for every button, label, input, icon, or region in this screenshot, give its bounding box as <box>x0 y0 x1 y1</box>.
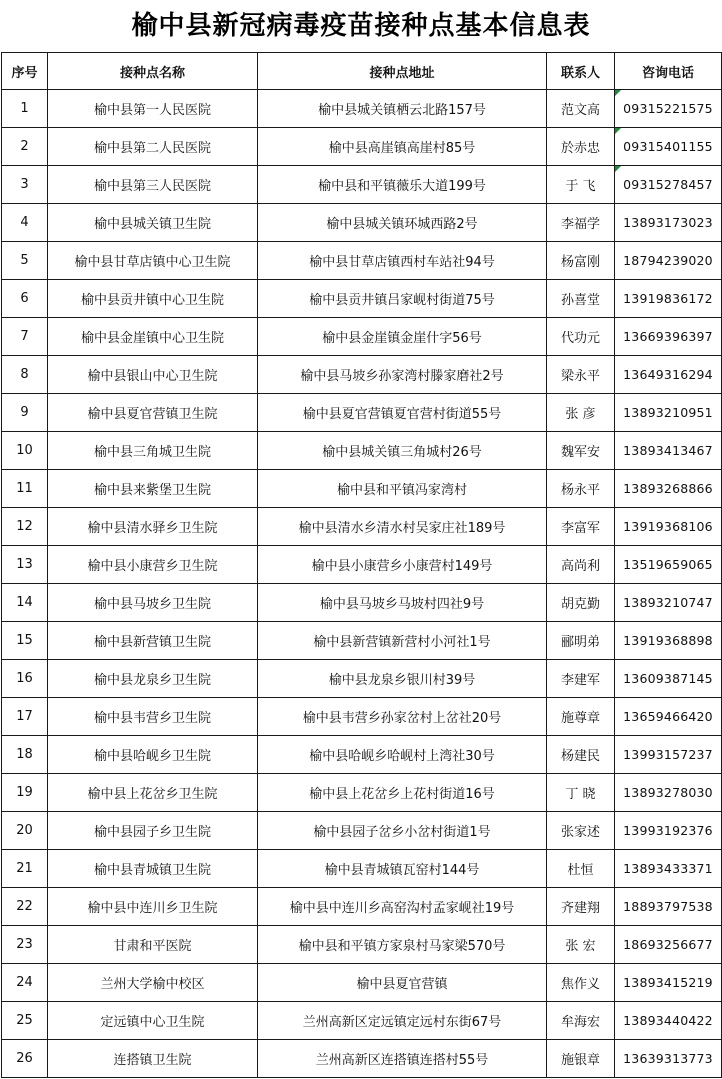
cell-contact-person[interactable]: 齐建翔 <box>547 888 615 926</box>
cell-site-name[interactable]: 榆中县青城镇卫生院 <box>48 850 258 888</box>
cell-contact-person[interactable]: 范文高 <box>547 90 615 128</box>
table-row <box>2 660 722 698</box>
cell-contact-person[interactable]: 丁 晓 <box>547 774 615 812</box>
cell-phone[interactable]: 13993192376 <box>615 812 722 850</box>
cell-no[interactable]: 20 <box>2 812 48 850</box>
cell-phone[interactable]: 09315278457 <box>615 166 722 204</box>
table-row <box>2 280 722 318</box>
table-row <box>2 812 722 850</box>
cell-phone[interactable]: 13893413467 <box>615 432 722 470</box>
table-row <box>2 432 722 470</box>
cell-contact-person[interactable]: 张 彦 <box>547 394 615 432</box>
cell-no[interactable]: 22 <box>2 888 48 926</box>
cell-site-address[interactable]: 榆中县贡井镇吕家岘村街道75号 <box>258 280 547 318</box>
cell-site-address[interactable]: 榆中县马坡乡孙家湾村滕家磨社2号 <box>258 356 547 394</box>
cell-no[interactable]: 17 <box>2 698 48 736</box>
cell-phone[interactable]: 13893268866 <box>615 470 722 508</box>
table-row <box>2 318 722 356</box>
cell-contact-person[interactable]: 梁永平 <box>547 356 615 394</box>
cell-site-name[interactable]: 榆中县中连川乡卫生院 <box>48 888 258 926</box>
cell-phone[interactable]: 18693256677 <box>615 926 722 964</box>
cell-site-name[interactable]: 榆中县新营镇卫生院 <box>48 622 258 660</box>
cell-contact-person[interactable]: 代功元 <box>547 318 615 356</box>
table-row <box>2 736 722 774</box>
table-row <box>2 166 722 204</box>
cell-phone[interactable]: 13893278030 <box>615 774 722 812</box>
cell-contact-person[interactable]: 张家述 <box>547 812 615 850</box>
table-row <box>2 242 722 280</box>
cell-site-address[interactable]: 榆中县甘草店镇西村车站社94号 <box>258 242 547 280</box>
cell-site-address[interactable]: 榆中县小康营乡小康营村149号 <box>258 546 547 584</box>
table-row <box>2 850 722 888</box>
cell-phone[interactable]: 18794239020 <box>615 242 722 280</box>
cell-site-address[interactable]: 榆中县韦营乡孙家岔村上岔社20号 <box>258 698 547 736</box>
cell-no[interactable]: 7 <box>2 318 48 356</box>
cell-no[interactable]: 11 <box>2 470 48 508</box>
cell-contact-person[interactable]: 杨建民 <box>547 736 615 774</box>
cell-site-address[interactable]: 榆中县新营镇新营村小河社1号 <box>258 622 547 660</box>
cell-phone[interactable]: 18893797538 <box>615 888 722 926</box>
table-row <box>2 356 722 394</box>
cell-no[interactable]: 8 <box>2 356 48 394</box>
cell-site-name[interactable]: 榆中县贡井镇中心卫生院 <box>48 280 258 318</box>
cell-phone[interactable]: 13893210951 <box>615 394 722 432</box>
cell-contact-person[interactable]: 李福学 <box>547 204 615 242</box>
table-row <box>2 622 722 660</box>
cell-site-address[interactable]: 榆中县城关镇栖云北路157号 <box>258 90 547 128</box>
cell-phone[interactable]: 13893173023 <box>615 204 722 242</box>
cell-site-address[interactable]: 兰州高新区定远镇定远村东街67号 <box>258 1002 547 1040</box>
cell-phone[interactable]: 13993157237 <box>615 736 722 774</box>
cell-site-name[interactable]: 榆中县第二人民医院 <box>48 128 258 166</box>
cell-contact-person[interactable]: 孙喜堂 <box>547 280 615 318</box>
cell-site-name[interactable]: 榆中县城关镇卫生院 <box>48 204 258 242</box>
cell-site-name[interactable]: 榆中县龙泉乡卫生院 <box>48 660 258 698</box>
header-phone[interactable]: 咨询电话 <box>615 53 722 90</box>
cell-site-address[interactable]: 榆中县高崖镇高崖村85号 <box>258 128 547 166</box>
cell-site-name[interactable]: 榆中县银山中心卫生院 <box>48 356 258 394</box>
cell-site-address[interactable]: 榆中县中连川乡高窑沟村孟家岘社19号 <box>258 888 547 926</box>
cell-phone[interactable]: 13609387145 <box>615 660 722 698</box>
cell-site-address[interactable]: 榆中县和平镇薇乐大道199号 <box>258 166 547 204</box>
cell-site-name[interactable]: 甘肃和平医院 <box>48 926 258 964</box>
cell-site-address[interactable]: 榆中县哈岘乡哈岘村上湾社30号 <box>258 736 547 774</box>
cell-no[interactable]: 24 <box>2 964 48 1002</box>
cell-phone[interactable]: 13519659065 <box>615 546 722 584</box>
cell-contact-person[interactable]: 杨富刚 <box>547 242 615 280</box>
cell-phone[interactable]: 09315221575 <box>615 90 722 128</box>
cell-no[interactable]: 21 <box>2 850 48 888</box>
header-no[interactable]: 序号 <box>2 53 48 90</box>
cell-site-name[interactable]: 定远镇中心卫生院 <box>48 1002 258 1040</box>
table-row <box>2 584 722 622</box>
cell-phone[interactable]: 13669396397 <box>615 318 722 356</box>
cell-contact-person[interactable]: 牟海宏 <box>547 1002 615 1040</box>
cell-contact-person[interactable]: 杜恒 <box>547 850 615 888</box>
cell-phone[interactable]: 13893433371 <box>615 850 722 888</box>
cell-no[interactable]: 19 <box>2 774 48 812</box>
header-site-name[interactable]: 接种点名称 <box>48 53 258 90</box>
table-row <box>2 1040 722 1078</box>
cell-no[interactable]: 23 <box>2 926 48 964</box>
table-row <box>2 204 722 242</box>
table-row <box>2 470 722 508</box>
table-row <box>2 546 722 584</box>
cell-contact-person[interactable]: 张 宏 <box>547 926 615 964</box>
table-row <box>2 1002 722 1040</box>
cell-no[interactable]: 9 <box>2 394 48 432</box>
cell-contact-person[interactable]: 魏军安 <box>547 432 615 470</box>
cell-site-address[interactable]: 榆中县金崖镇金崖什字56号 <box>258 318 547 356</box>
cell-site-address[interactable]: 榆中县城关镇环城西路2号 <box>258 204 547 242</box>
cell-site-address[interactable]: 榆中县马坡乡马坡村四社9号 <box>258 584 547 622</box>
cell-site-name[interactable]: 榆中县夏官营镇卫生院 <box>48 394 258 432</box>
cell-no[interactable]: 5 <box>2 242 48 280</box>
cell-site-name[interactable]: 榆中县马坡乡卫生院 <box>48 584 258 622</box>
cell-site-name[interactable]: 榆中县小康营乡卫生院 <box>48 546 258 584</box>
cell-contact-person[interactable]: 焦作义 <box>547 964 615 1002</box>
table-row <box>2 926 722 964</box>
cell-phone[interactable]: 13893210747 <box>615 584 722 622</box>
cell-no[interactable]: 12 <box>2 508 48 546</box>
cell-no[interactable]: 18 <box>2 736 48 774</box>
cell-no[interactable]: 26 <box>2 1040 48 1078</box>
cell-no[interactable]: 1 <box>2 90 48 128</box>
table-row <box>2 964 722 1002</box>
header-row <box>2 53 722 90</box>
cell-no[interactable]: 16 <box>2 660 48 698</box>
cell-no[interactable]: 10 <box>2 432 48 470</box>
cell-phone[interactable]: 13659466420 <box>615 698 722 736</box>
vaccination-sites-table <box>1 52 722 1078</box>
table-row <box>2 698 722 736</box>
cell-site-name[interactable]: 榆中县来紫堡卫生院 <box>48 470 258 508</box>
cell-no[interactable]: 13 <box>2 546 48 584</box>
table-row <box>2 888 722 926</box>
cell-site-address[interactable]: 榆中县龙泉乡银川村39号 <box>258 660 547 698</box>
cell-phone[interactable]: 13893415219 <box>615 964 722 1002</box>
cell-contact-person[interactable]: 郦明弟 <box>547 622 615 660</box>
cell-site-name[interactable]: 榆中县清水驿乡卫生院 <box>48 508 258 546</box>
cell-site-name[interactable]: 榆中县金崖镇中心卫生院 <box>48 318 258 356</box>
cell-contact-person[interactable]: 高尚利 <box>547 546 615 584</box>
cell-site-address[interactable]: 榆中县和平镇方家泉村马家梁570号 <box>258 926 547 964</box>
cell-site-address[interactable]: 榆中县城关镇三角城村26号 <box>258 432 547 470</box>
cell-site-address[interactable]: 榆中县夏官营镇夏官营村街道55号 <box>258 394 547 432</box>
cell-contact-person[interactable]: 于 飞 <box>547 166 615 204</box>
cell-site-address[interactable]: 榆中县青城镇瓦窑村144号 <box>258 850 547 888</box>
table-row <box>2 394 722 432</box>
header-site-address[interactable]: 接种点地址 <box>258 53 547 90</box>
cell-phone[interactable]: 13649316294 <box>615 356 722 394</box>
table-title: 榆中县新冠病毒疫苗接种点基本信息表 <box>131 11 591 41</box>
cell-no[interactable]: 4 <box>2 204 48 242</box>
cell-no[interactable]: 3 <box>2 166 48 204</box>
cell-contact-person[interactable]: 施银章 <box>547 1040 615 1078</box>
cell-contact-person[interactable]: 杨永平 <box>547 470 615 508</box>
cell-site-name[interactable]: 榆中县上花岔乡卫生院 <box>48 774 258 812</box>
cell-site-name[interactable]: 榆中县三角城卫生院 <box>48 432 258 470</box>
cell-contact-person[interactable]: 施尊章 <box>547 698 615 736</box>
cell-no[interactable]: 2 <box>2 128 48 166</box>
cell-contact-person[interactable]: 胡克勤 <box>547 584 615 622</box>
cell-phone[interactable]: 13919368898 <box>615 622 722 660</box>
cell-site-name[interactable]: 榆中县韦营乡卫生院 <box>48 698 258 736</box>
cell-site-address[interactable]: 兰州高新区连搭镇连搭村55号 <box>258 1040 547 1078</box>
cell-site-name[interactable]: 榆中县哈岘乡卫生院 <box>48 736 258 774</box>
cell-no[interactable]: 15 <box>2 622 48 660</box>
cell-site-name[interactable]: 榆中县园子乡卫生院 <box>48 812 258 850</box>
cell-site-address[interactable]: 榆中县园子岔乡小岔村街道1号 <box>258 812 547 850</box>
cell-phone[interactable]: 13919368106 <box>615 508 722 546</box>
cell-site-address[interactable]: 榆中县和平镇冯家湾村 <box>258 470 547 508</box>
table-row <box>2 774 722 812</box>
cell-contact-person[interactable]: 李建军 <box>547 660 615 698</box>
table-row <box>2 90 722 128</box>
cell-site-name[interactable]: 榆中县第一人民医院 <box>48 90 258 128</box>
cell-contact-person[interactable]: 於赤忠 <box>547 128 615 166</box>
cell-phone[interactable]: 09315401155 <box>615 128 722 166</box>
cell-no[interactable]: 6 <box>2 280 48 318</box>
cell-site-name[interactable]: 连搭镇卫生院 <box>48 1040 258 1078</box>
table-row <box>2 128 722 166</box>
table-body <box>2 90 722 1078</box>
cell-site-address[interactable]: 榆中县夏官营镇 <box>258 964 547 1002</box>
cell-contact-person[interactable]: 李富军 <box>547 508 615 546</box>
cell-site-name[interactable]: 榆中县甘草店镇中心卫生院 <box>48 242 258 280</box>
cell-phone[interactable]: 13893440422 <box>615 1002 722 1040</box>
cell-site-name[interactable]: 兰州大学榆中校区 <box>48 964 258 1002</box>
cell-site-address[interactable]: 榆中县清水乡清水村吴家庄社189号 <box>258 508 547 546</box>
table-row <box>2 508 722 546</box>
cell-phone[interactable]: 13919836172 <box>615 280 722 318</box>
cell-no[interactable]: 25 <box>2 1002 48 1040</box>
cell-site-address[interactable]: 榆中县上花岔乡上花村街道16号 <box>258 774 547 812</box>
cell-no[interactable]: 14 <box>2 584 48 622</box>
header-contact-person[interactable]: 联系人 <box>547 53 615 90</box>
cell-phone[interactable]: 13639313773 <box>615 1040 722 1078</box>
cell-site-name[interactable]: 榆中县第三人民医院 <box>48 166 258 204</box>
